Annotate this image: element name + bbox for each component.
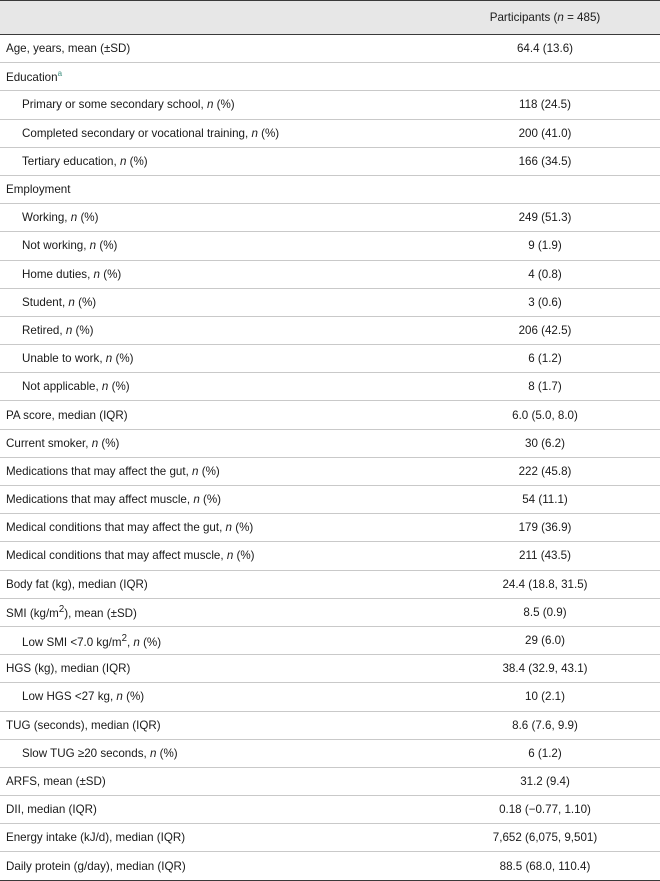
row-label: Completed secondary or vocational training, n (%) <box>0 119 430 147</box>
row-label: Home duties, n (%) <box>0 260 430 288</box>
row-value: 30 (6.2) <box>430 429 660 457</box>
row-value: 31.2 (9.4) <box>430 767 660 795</box>
row-label: Unable to work, n (%) <box>0 345 430 373</box>
row-label: Medical conditions that may affect the gut, n (%) <box>0 514 430 542</box>
row-label: Primary or some secondary school, n (%) <box>0 91 430 119</box>
table-row <box>0 147 660 175</box>
row-label: Medications that may affect muscle, n (%) <box>0 486 430 514</box>
row-value: 0.18 (−0.77, 1.10) <box>430 796 660 824</box>
table-row <box>0 63 660 91</box>
row-label: Daily protein (g/day), median (IQR) <box>0 852 430 880</box>
table-row <box>0 457 660 485</box>
row-label: Retired, n (%) <box>0 316 430 344</box>
table-row <box>0 655 660 683</box>
row-label: Not working, n (%) <box>0 232 430 260</box>
table-row <box>0 119 660 147</box>
row-value: 88.5 (68.0, 110.4) <box>430 852 660 880</box>
row-label: Low HGS <27 kg, n (%) <box>0 683 430 711</box>
header-label-cell <box>0 1 430 35</box>
row-value: 24.4 (18.8, 31.5) <box>430 570 660 598</box>
table-row <box>0 852 660 880</box>
table-row <box>0 204 660 232</box>
row-label: Education$^a$ <box>0 63 430 91</box>
row-label: Student, n (%) <box>0 288 430 316</box>
row-label: Energy intake (kJ/d), median (IQR) <box>0 824 430 852</box>
row-value: 222 (45.8) <box>430 457 660 485</box>
table-row <box>0 711 660 739</box>
row-label: HGS (kg), median (IQR) <box>0 655 430 683</box>
row-value: 6 (1.2) <box>430 739 660 767</box>
row-label: Tertiary education, n (%) <box>0 147 430 175</box>
row-value: 3 (0.6) <box>430 288 660 316</box>
row-value: 6.0 (5.0, 8.0) <box>430 401 660 429</box>
row-value: 211 (43.5) <box>430 542 660 570</box>
row-value <box>430 63 660 91</box>
table-row <box>0 598 660 626</box>
table-row <box>0 683 660 711</box>
row-label: Medications that may affect the gut, n (%) <box>0 457 430 485</box>
table-row <box>0 373 660 401</box>
row-value: 29 (6.0) <box>430 626 660 654</box>
table-row <box>0 35 660 63</box>
row-value: 64.4 (13.6) <box>430 35 660 63</box>
table-row <box>0 824 660 852</box>
row-value: 6 (1.2) <box>430 345 660 373</box>
row-value: 4 (0.8) <box>430 260 660 288</box>
row-label: Working, n (%) <box>0 204 430 232</box>
table-row <box>0 401 660 429</box>
row-value: 8 (1.7) <box>430 373 660 401</box>
row-label: TUG (seconds), median (IQR) <box>0 711 430 739</box>
header-participants-cell: Participants (n = 485) <box>430 1 660 35</box>
table-row <box>0 91 660 119</box>
row-label: Not applicable, n (%) <box>0 373 430 401</box>
row-value: 54 (11.1) <box>430 486 660 514</box>
table-row <box>0 739 660 767</box>
row-label: SMI $(kg/m^2)$, mean (±SD) <box>0 598 430 626</box>
table-row <box>0 288 660 316</box>
row-label: ARFS, mean (±SD) <box>0 767 430 795</box>
table-row <box>0 260 660 288</box>
row-value: 8.5 (0.9) <box>430 598 660 626</box>
row-value: 8.6 (7.6, 9.9) <box>430 711 660 739</box>
table-row <box>0 796 660 824</box>
row-label: DII, median (IQR) <box>0 796 430 824</box>
table-row <box>0 626 660 654</box>
row-label: Medical conditions that may affect muscle, n (%) <box>0 542 430 570</box>
table-row <box>0 570 660 598</box>
table-row <box>0 486 660 514</box>
row-value: 179 (36.9) <box>430 514 660 542</box>
row-value: 118 (24.5) <box>430 91 660 119</box>
row-label: Age, years, mean (±SD) <box>0 35 430 63</box>
row-label: Employment <box>0 175 430 203</box>
row-value: 7,652 (6,075, 9,501) <box>430 824 660 852</box>
row-value: 38.4 (32.9, 43.1) <box>430 655 660 683</box>
row-value: 9 (1.9) <box>430 232 660 260</box>
table-row <box>0 542 660 570</box>
row-value: 10 (2.1) <box>430 683 660 711</box>
table-row <box>0 316 660 344</box>
row-value <box>430 175 660 203</box>
row-label: Slow TUG ≥20 seconds, n (%) <box>0 739 430 767</box>
row-label: Body fat (kg), median (IQR) <box>0 570 430 598</box>
footnote-marker: a <box>57 69 63 79</box>
row-label: PA score, median (IQR) <box>0 401 430 429</box>
table-row <box>0 767 660 795</box>
row-label: Low SMI <7.0 $kg/m^2$, n (%) <box>0 626 430 654</box>
row-value: 249 (51.3) <box>430 204 660 232</box>
table-row <box>0 345 660 373</box>
row-value: 206 (42.5) <box>430 316 660 344</box>
table-row <box>0 514 660 542</box>
table-row <box>0 175 660 203</box>
table-row <box>0 232 660 260</box>
table-header-row <box>0 1 660 35</box>
row-label: Current smoker, n (%) <box>0 429 430 457</box>
table-row <box>0 429 660 457</box>
row-value: 166 (34.5) <box>430 147 660 175</box>
row-value: 200 (41.0) <box>430 119 660 147</box>
